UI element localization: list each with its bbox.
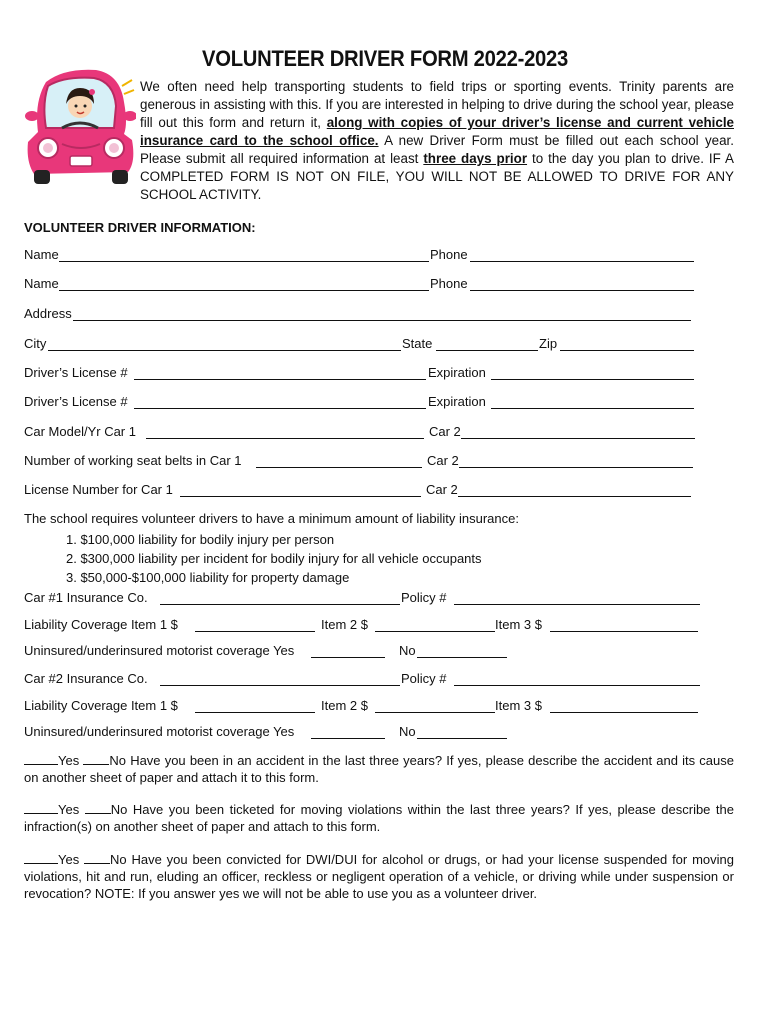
tickets-no-blank[interactable] bbox=[85, 801, 111, 814]
intro-bold-deadline: three days prior bbox=[423, 151, 528, 166]
phone-field-1[interactable] bbox=[470, 261, 694, 262]
city-field[interactable] bbox=[48, 350, 401, 351]
car2-plate-field[interactable] bbox=[458, 496, 691, 497]
address-field[interactable] bbox=[73, 320, 691, 321]
car1-plate-field[interactable] bbox=[180, 496, 421, 497]
license-row-1: Driver’s License # Expiration bbox=[24, 364, 704, 382]
car2-insurance-co-field[interactable] bbox=[160, 685, 400, 686]
car2-liability-row: Liability Coverage Item 1 $ Item 2 $ Item 3 $ bbox=[24, 697, 704, 715]
question-dwi: Yes No Have you been convicted for DWI/DUI for alcohol or drugs, or had your license suspended for moving violations, hit and run, eluding an officer, reckless or negligent operation of a vehicle, or driving while under suspension or revocation? NOTE: If you answer yes we will not be able to use you as a volunteer driver. bbox=[24, 852, 734, 901]
accident-yes-blank[interactable] bbox=[24, 752, 58, 765]
name-field-2[interactable] bbox=[59, 290, 429, 291]
car1-item1-field[interactable] bbox=[195, 631, 315, 632]
intro-bold-requirement: along with copies of your driver’s license and current vehicle insurance card to the school office. bbox=[140, 115, 734, 148]
seat-belts-row: Number of working seat belts in Car 1 Car 2 bbox=[24, 452, 704, 470]
car2-uninsured-no-field[interactable] bbox=[417, 738, 507, 739]
car2-uninsured-row: Uninsured/underinsured motorist coverage Yes No bbox=[24, 723, 704, 741]
insurance-item-1: 1. $100,000 liability for bodily injury per person bbox=[66, 532, 335, 547]
car1-liability-row: Liability Coverage Item 1 $ Item 2 $ Item 3 $ bbox=[24, 616, 704, 634]
license-row-2: Driver’s License # Expiration bbox=[24, 393, 704, 411]
state-field[interactable] bbox=[436, 350, 538, 351]
address-row: Address bbox=[24, 305, 704, 323]
car-driver-illustration bbox=[24, 62, 136, 188]
car2-policy-field[interactable] bbox=[454, 685, 700, 686]
license-field-2[interactable] bbox=[134, 408, 426, 409]
car2-model-field[interactable] bbox=[461, 438, 695, 439]
name-row-2: Name Phone bbox=[24, 275, 704, 293]
dwi-no-blank[interactable] bbox=[84, 851, 110, 864]
intro-paragraph: We often need help transporting students to field trips or sporting events. Trinity parents are generous in assisting with this. If you are interested in helping to drive during the school year, please fill out this form and return it, along with copies of your driver’s license and current vehicle insurance card to the school office. A new Driver Form must be filled out each school year. Please submit all required information at least three days prior to the day you plan to drive. IF A COMPLETED FORM IS NOT ON FILE, YOU WILL NOT BE ALLOWED TO DRIVE FOR ANY SCHOOL ACTIVITY. bbox=[140, 79, 734, 202]
car1-uninsured-row: Uninsured/underinsured motorist coverage Yes No bbox=[24, 642, 704, 660]
name-row-1: Name Phone bbox=[24, 246, 704, 264]
license-field-1[interactable] bbox=[134, 379, 426, 380]
zip-field[interactable] bbox=[560, 350, 694, 351]
name-field-1[interactable] bbox=[59, 261, 429, 262]
car2-item3-field[interactable] bbox=[550, 712, 698, 713]
car1-insurance-row: Car #1 Insurance Co. Policy # bbox=[24, 589, 704, 607]
accident-no-blank[interactable] bbox=[83, 752, 109, 765]
city-row: City State Zip bbox=[24, 335, 704, 353]
section-title: VOLUNTEER DRIVER INFORMATION: bbox=[24, 220, 256, 235]
license-number-row: License Number for Car 1 Car 2 bbox=[24, 481, 704, 499]
car1-seat-belts-field[interactable] bbox=[256, 467, 422, 468]
dwi-yes-blank[interactable] bbox=[24, 851, 58, 864]
car1-model-field[interactable] bbox=[146, 438, 424, 439]
car1-policy-field[interactable] bbox=[454, 604, 700, 605]
car2-item2-field[interactable] bbox=[375, 712, 495, 713]
car1-uninsured-no-field[interactable] bbox=[417, 657, 507, 658]
car1-uninsured-yes-field[interactable] bbox=[311, 657, 385, 658]
car2-item1-field[interactable] bbox=[195, 712, 315, 713]
car1-item2-field[interactable] bbox=[375, 631, 495, 632]
insurance-requirements-list bbox=[66, 530, 482, 587]
phone-field-2[interactable] bbox=[470, 290, 694, 291]
question-accident: Yes No Have you been in an accident in the last three years? If yes, please describe the accident and its cause on another sheet of paper and attach it to this form. bbox=[24, 753, 734, 785]
car2-insurance-row: Car #2 Insurance Co. Policy # bbox=[24, 670, 704, 688]
car1-item3-field[interactable] bbox=[550, 631, 698, 632]
expiration-field-2[interactable] bbox=[491, 408, 694, 409]
form-title: VOLUNTEER DRIVER FORM 2022-2023 bbox=[202, 46, 568, 71]
car2-seat-belts-field[interactable] bbox=[459, 467, 693, 468]
insurance-item-2: 2. $300,000 liability per incident for bodily injury for all vehicle occupants bbox=[66, 551, 482, 566]
car1-insurance-co-field[interactable] bbox=[160, 604, 400, 605]
question-tickets: Yes No Have you been ticketed for moving violations within the last three years? If yes, please describe the infraction(s) on another sheet of paper and attach to this form. bbox=[24, 802, 734, 834]
insurance-item-3: 3. $50,000-$100,000 liability for property damage bbox=[66, 570, 350, 585]
car-model-row: Car Model/Yr Car 1 Car 2 bbox=[24, 423, 704, 441]
insurance-intro: The school requires volunteer drivers to have a minimum amount of liability insurance: bbox=[24, 511, 519, 526]
car2-uninsured-yes-field[interactable] bbox=[311, 738, 385, 739]
tickets-yes-blank[interactable] bbox=[24, 801, 58, 814]
expiration-field-1[interactable] bbox=[491, 379, 694, 380]
